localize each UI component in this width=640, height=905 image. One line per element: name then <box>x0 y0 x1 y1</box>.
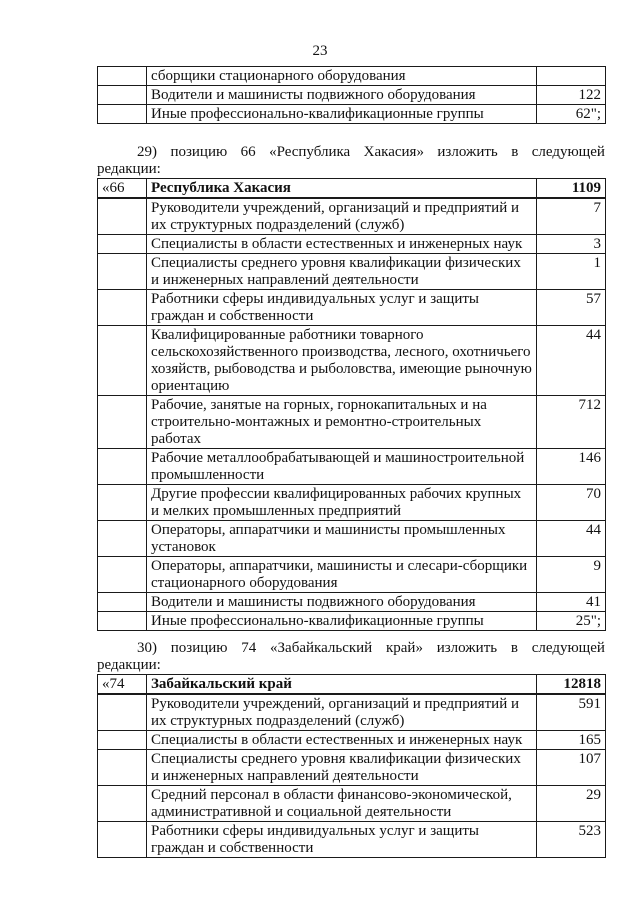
table-zabaykalsky-krai <box>97 674 606 858</box>
row-value: 523 <box>537 822 606 858</box>
table-row <box>98 612 606 631</box>
row-label: Работники сферы индивидуальных услуг и защиты граждан и собственности <box>147 822 537 858</box>
key-cell <box>98 750 147 786</box>
key-cell <box>98 86 147 105</box>
table-row <box>98 593 606 612</box>
row-value: 7 <box>537 198 606 235</box>
row-label: Иные профессионально-квалификационные группы <box>147 105 537 124</box>
row-label: Операторы, аппаратчики и машинисты промышленных установок <box>147 521 537 557</box>
row-label: Иные профессионально-квалификационные группы <box>147 612 537 631</box>
row-label: Работники сферы индивидуальных услуг и защиты граждан и собственности <box>147 290 537 326</box>
paragraph-30-line2: редакции: <box>97 657 161 673</box>
row-key: «74 <box>98 675 147 695</box>
row-label: Водители и машинисты подвижного оборудования <box>147 593 537 612</box>
table-row <box>98 521 606 557</box>
key-cell <box>98 235 147 254</box>
key-cell <box>98 67 147 86</box>
row-label: Руководители учреждений, организаций и предприятий и их структурных подразделений (служб) <box>147 694 537 731</box>
key-cell <box>98 521 147 557</box>
table-row <box>98 67 606 86</box>
row-label: Другие профессии квалифицированных рабочих крупных и мелких промышленных предприятий <box>147 485 537 521</box>
table-header-row <box>98 179 606 199</box>
region-total: 12818 <box>537 675 606 695</box>
key-cell <box>98 396 147 449</box>
paragraph-30-line1: 30) позицию 74 «Забайкальский край» изложить в следующей <box>137 640 605 656</box>
row-value: 57 <box>537 290 606 326</box>
row-key: «66 <box>98 179 147 199</box>
table-continuation <box>97 66 606 124</box>
table-row <box>98 750 606 786</box>
row-label: Специалисты в области естественных и инженерных наук <box>147 235 537 254</box>
key-cell <box>98 557 147 593</box>
region-name: Забайкальский край <box>147 675 537 695</box>
region-total: 1109 <box>537 179 606 199</box>
paragraph-29 <box>97 144 605 178</box>
key-cell <box>98 198 147 235</box>
table-row <box>98 786 606 822</box>
row-value: 1 <box>537 254 606 290</box>
table-row <box>98 822 606 858</box>
row-label: Руководители учреждений, организаций и предприятий и их структурных подразделений (служб) <box>147 198 537 235</box>
table-row <box>98 290 606 326</box>
row-label: Средний персонал в области финансово-экономической, административной и социальной деятельности <box>147 786 537 822</box>
key-cell <box>98 326 147 396</box>
row-value: 591 <box>537 694 606 731</box>
table-row <box>98 198 606 235</box>
table-row <box>98 485 606 521</box>
paragraph-30 <box>97 640 605 674</box>
table-header-row <box>98 675 606 695</box>
row-label: Операторы, аппаратчики, машинисты и слесари-сборщики стационарного оборудования <box>147 557 537 593</box>
row-value: 44 <box>537 521 606 557</box>
row-label: Квалифицированные работники товарного сельскохозяйственного производства, лесного, охотничьего хозяйств, рыбоводства и рыболовства, имеющие рыночную ориентацию <box>147 326 537 396</box>
row-value: 146 <box>537 449 606 485</box>
row-value: 29 <box>537 786 606 822</box>
table-row <box>98 105 606 124</box>
table-row <box>98 449 606 485</box>
region-name: Республика Хакасия <box>147 179 537 199</box>
row-label: Специалисты среднего уровня квалификации физических и инженерных направлений деятельности <box>147 750 537 786</box>
row-value: 44 <box>537 326 606 396</box>
row-label: Рабочие, занятые на горных, горнокапитальных и на строительно-монтажных и ремонтно-строительных работах <box>147 396 537 449</box>
row-value: 712 <box>537 396 606 449</box>
table-row <box>98 326 606 396</box>
row-label: Рабочие металлообрабатывающей и машиностроительной промышленности <box>147 449 537 485</box>
table-row <box>98 396 606 449</box>
row-value: 9 <box>537 557 606 593</box>
page-number: 23 <box>312 43 328 59</box>
table-row <box>98 557 606 593</box>
key-cell <box>98 290 147 326</box>
key-cell <box>98 485 147 521</box>
row-value: 3 <box>537 235 606 254</box>
table-republic-khakassia <box>97 178 606 631</box>
key-cell <box>98 786 147 822</box>
table-row <box>98 731 606 750</box>
key-cell <box>98 612 147 631</box>
key-cell <box>98 731 147 750</box>
row-value <box>537 67 606 86</box>
key-cell <box>98 254 147 290</box>
row-value: 41 <box>537 593 606 612</box>
table-row <box>98 254 606 290</box>
paragraph-29-line1: 29) позицию 66 «Республика Хакасия» изложить в следующей <box>137 144 605 160</box>
key-cell <box>98 822 147 858</box>
key-cell <box>98 105 147 124</box>
row-label: Специалисты среднего уровня квалификации физических и инженерных направлений деятельности <box>147 254 537 290</box>
row-value: 25"; <box>537 612 606 631</box>
row-value: 70 <box>537 485 606 521</box>
row-label: Водители и машинисты подвижного оборудования <box>147 86 537 105</box>
key-cell <box>98 694 147 731</box>
row-value: 62"; <box>537 105 606 124</box>
row-value: 165 <box>537 731 606 750</box>
paragraph-29-line2: редакции: <box>97 161 161 177</box>
row-label: сборщики стационарного оборудования <box>147 67 537 86</box>
row-label: Специалисты в области естественных и инженерных наук <box>147 731 537 750</box>
row-value: 107 <box>537 750 606 786</box>
table-row <box>98 235 606 254</box>
table-row <box>98 694 606 731</box>
key-cell <box>98 449 147 485</box>
row-value: 122 <box>537 86 606 105</box>
table-row <box>98 86 606 105</box>
key-cell <box>98 593 147 612</box>
